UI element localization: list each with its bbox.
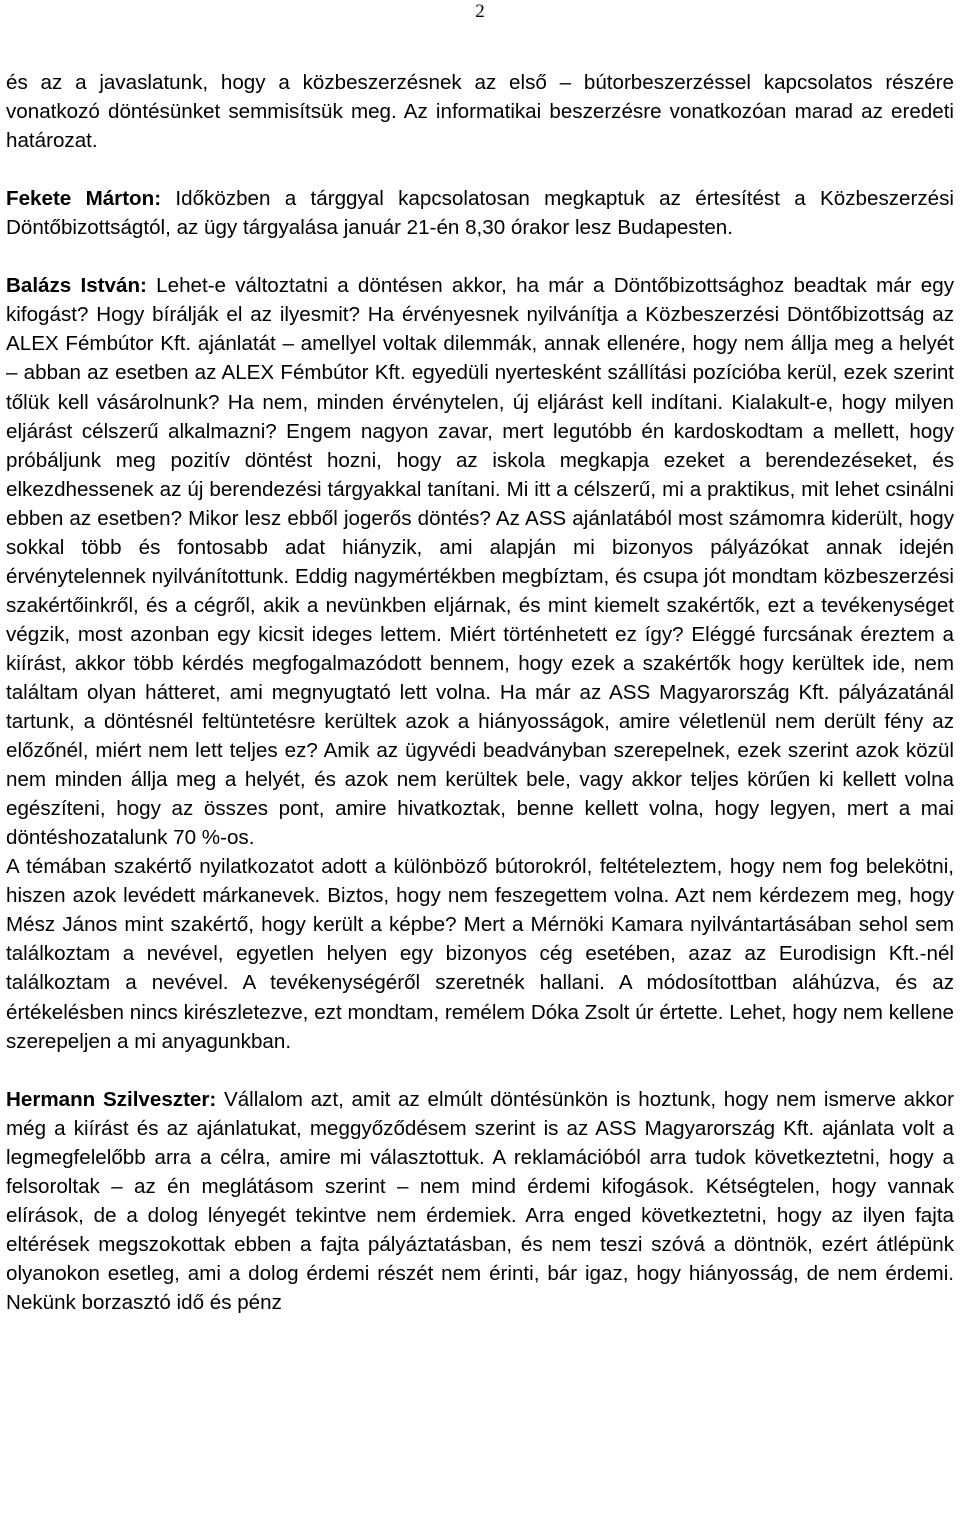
speaker-name: Hermann Szilveszter: [6, 1087, 217, 1111]
paragraph-balazs-istvan [6, 271, 954, 852]
speaker-name: Balázs István: [6, 274, 147, 298]
paragraph-balazs-istvan-continued [6, 852, 954, 1055]
paragraph-hermann-szilveszter [6, 1085, 954, 1317]
page-number: 2 [475, 1, 485, 22]
paragraph-text: A témában szakértő nyilatkozatot adott a különböző bútorokról, feltételeztem, hogy nem fog belekötni, hiszen azok levédett márkanevek. Biztos, hogy nem feszegettem volna. Azt nem kérdezem meg, hogy Mész János mint szakértő, hogy került a képbe? Mert a Mérnöki Kamara nyilvántartásában sehol sem találkoztam a nevével, egyetlen helyen egy bizonyos cég esetében, azaz az Eurodisign Kft.-nél találkoztam a nevével. A tevékenységéről szeretnék hallani. A módosítottban aláhúzva, és az értékelésben nincs kirészletezve, ezt mondtam, remélem Dóka Zsolt úr értette. Lehet, hogy nem kellene szerepeljen a mi anyagunkban. [6, 855, 954, 1053]
paragraph-fekete-marton [6, 184, 954, 242]
speaker-name: Fekete Márton: [6, 187, 162, 211]
paragraph-continuation [6, 68, 954, 155]
paragraph-text: Vállalom azt, amit az elmúlt döntésünkön is hoztunk, hogy nem ismerve akkor még a kiírást és az ajánlatukat, meggyőződésem szerint is az ASS Magyarország Kft. ajánlata volt a legmegfelelőbb arra a célra, amire mi választottuk. A reklamációból arra tudok következtetni, hogy a felsoroltak – az én meglátásom szerint – nem mind érdemi kifogások. Kétségtelen, hogy vannak elírások, de a dolog lényegét tekintve nem érdemiek. Arra enged következtetni, hogy az ilyen fajta eltérések megszokottak ebben a fajta pályáztatásban, és nem teszi szóvá a döntnök, ezért átlépünk olyanokon esetleg, ami a dolog érdemi részét nem érinti, bár igaz, hogy hiányosság, de nem érdemi. Nekünk borzasztó idő és pénz [6, 1087, 954, 1314]
paragraph-text: Időközben a tárggyal kapcsolatosan megkaptuk az értesítést a Közbeszerzési Döntőbizottságtól, az ügy tárgyalása január 21-én 8,30 órakor lesz Budapesten. [6, 187, 954, 240]
paragraph-text: Lehet-e változtatni a döntésen akkor, ha már a Döntőbizottsághoz beadtak már egy kifogást? Hogy bírálják el az ilyesmit? Ha érvényesnek nyilvánítja a Közbeszerzési Döntőbizottság az ALEX Fémbútor Kft. ajánlatát – amellyel voltak dilemmák, annak ellenére, hogy nem állja meg a helyét – abban az esetben az ALEX Fémbútor Kft. egyedüli nyertesként szállítási pozícióba kerül, ezek szerint tőlük kell vásárolnunk? Ha nem, minden érvénytelen, új eljárást kell indítani. Kialakult-e, hogy milyen eljárást célszerű alkalmazni? Engem nagyon zavar, mert legutóbb én kardoskodtam a mellett, hogy próbáljunk meg pozitív döntést hozni, hogy az iskola megkapja ezeket a berendezéseket, és elkezdhessenek az új berendezési tárgyakkal tanítani. Mi itt a célszerű, mi a praktikus, mit lehet csinálni ebben az esetben? Mikor lesz ebből jogerős döntés? Az ASS ajánlatából most számomra kiderült, hogy sokkal több és fontosabb adat hiányzik, ami alapján mi bizonyos pályázókat annak idején érvénytelennek nyilvánítottunk. Eddig nagymértékben megbíztam, és csupa jót mondtam közbeszerzési szakértőinkről, és a cégről, akik a nevünkben eljárnak, és mint kiemelt szakértők, ezt a tevékenységet végzik, most azonban egy kicsit ideges lettem. Miért történhetett ez így? Eléggé furcsának éreztem a kiírást, akkor több kérdés megfogalmazódott bennem, hogy ezek a szakértők hogy kerültek ide, nem találtam olyan hátteret, ami megnyugtató lett volna. Ha már az ASS Magyarország Kft. pályázatánál tartunk, a döntésnél feltüntetésre kerültek azok a hiányosságok, amire véletlenül nem derült fény az előzőnél, miért nem lett teljes ez? Amik az ügyvédi beadványban szerepelnek, ezek szerint azok közül nem minden állja meg a helyét, és azok nem kerültek bele, vagy akkor teljes körűen ki kellett volna egészíteni, hogy az összes pont, amire hivatkoztak, benne kellett volna, hogy legyen, mert a mai döntéshozatalunk 70 %-os. [6, 274, 954, 850]
document-body [6, 68, 954, 1317]
paragraph-text: és az a javaslatunk, hogy a közbeszerzésnek az első – bútorbeszerzéssel kapcsolatos részére vonatkozó döntésünket semmisítsük meg. Az informatikai beszerzésre vonatkozóan marad az eredeti határozat. [6, 71, 954, 153]
